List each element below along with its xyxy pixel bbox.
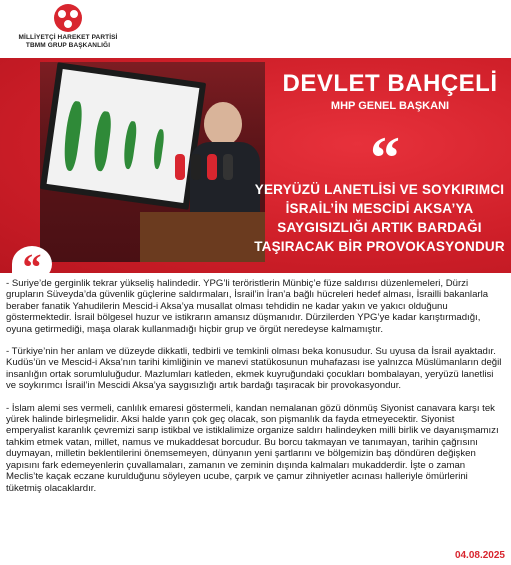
speaker-role: MHP GENEL BAŞKANI: [330, 100, 450, 112]
quote-open-icon: “: [370, 125, 400, 191]
headline-line: YERYÜZÜ LANETLİSİ VE SOYKIRIMCI: [254, 182, 505, 197]
podium: [140, 212, 265, 262]
speaker-title: [275, 70, 505, 112]
paragraph: - Suriye’de gerginlik tekrar yükseliş halindedir. YPG’li teröristlerin Münbiç’e füze saldırısı düzenlemeleri, Dürzi grupların Süveyda’da güvenlik güçlerine saldırmaları, İsrail’in İran’a bağlı hücreleri hedef alması, İsrailli bakanlarla beraber fanatik Yahudilerin Mescid-i Aksa’ya musallat olması tehdidin ne kadar yakın ve yakıcı olduğunu göstermektedir. İsrail bölgesel huzur ve istikrarın amansız düşmanıdır. Dürzilerden YPG’ye kadar karıştırmadığı, oyuna getirmediği, maşa olarak kullanmadığı hiçbir grup ve örgüt neredeyse kalmamıştır.: [6, 278, 489, 335]
quote-badge-icon: “: [12, 246, 52, 282]
org-subname: TBMM GRUP BAŞKANLIĞI: [25, 42, 111, 49]
header-band: [0, 0, 511, 58]
headline-line: TAŞIRACAK BİR PROVOKASYONDUR: [254, 239, 505, 254]
microphones-icon: [175, 154, 245, 194]
org-name: MİLLİYETÇİ HAREKET PARTİSİ: [18, 34, 118, 41]
headline-line: SAYGISIZLIĞI ARTIK BARDAĞI: [277, 220, 482, 235]
paragraph: - Türkiye’nin her anlam ve düzeyde dikkatli, tedbirli ve temkinli olması beka konusudur. Su uyusa da İsrail ayaktadır. Kudüs’ün ve Mescid-i Aksa’nın tarihi kimliğinin ve manevi statükosunun muhafazası ise yalnızca Müslümanların değil insanlığın ortak sorumluluğudur. Mazlumları katleden, ekmek kuyruğundaki çocukları bombalayan, yeryüzü lanetlisi ve soykırımcı İsrail’in Mescidi Aksa’ya saygısızlığı artık bardağı taşıracak bir provokasyondur.: [6, 346, 502, 392]
three-crescents-icon: [54, 4, 82, 32]
statement-body: [6, 278, 504, 505]
headline: [252, 180, 507, 256]
speaker-photo: [40, 62, 265, 262]
headline-line: İSRAİL’İN MESCİDİ AKSA’YA: [285, 201, 474, 216]
speaker-name: DEVLET BAHÇELİ: [282, 70, 498, 97]
party-logo: [12, 4, 124, 54]
paragraph: - İslam alemi ses vermeli, canlılık emaresi göstermeli, kandan nemalanan gözü dönmüş Siyonist canavara karşı tek yürek halinde birleşmelidir. Aksi halde yarın çok geç olacak, son pişmanlık da fayda etmeyecektir. Siyonist emperyalist karanlık çevremizi sarıp istikbal ve istiklalimize organize saldırı halindeyken milli birlik ve dayanışmamızı tahkim etmek vatan, millet, namus ve mukaddesat borcudur. Bu borcu takmayan ve tanımayan, tarihin çağrısını duymayan, milletin beklentilerini önemsemeyen, dünyanın yeni şartlarını ve bölgemizin baş döndüren değişken yapısını fark edemeyenlerin çuvallamaları, zamanın ve zeminin dışında kalmaları mukadderdir. İşte o zaman Meclis’te kaçak eczane kurulduğunu söyleyen ucube, çarpık ve çamur zihniyetler acınası halleriyle ömürlerini tüketmiş olacaklardır.: [6, 402, 499, 494]
publish-date: 04.08.2025: [454, 550, 505, 561]
